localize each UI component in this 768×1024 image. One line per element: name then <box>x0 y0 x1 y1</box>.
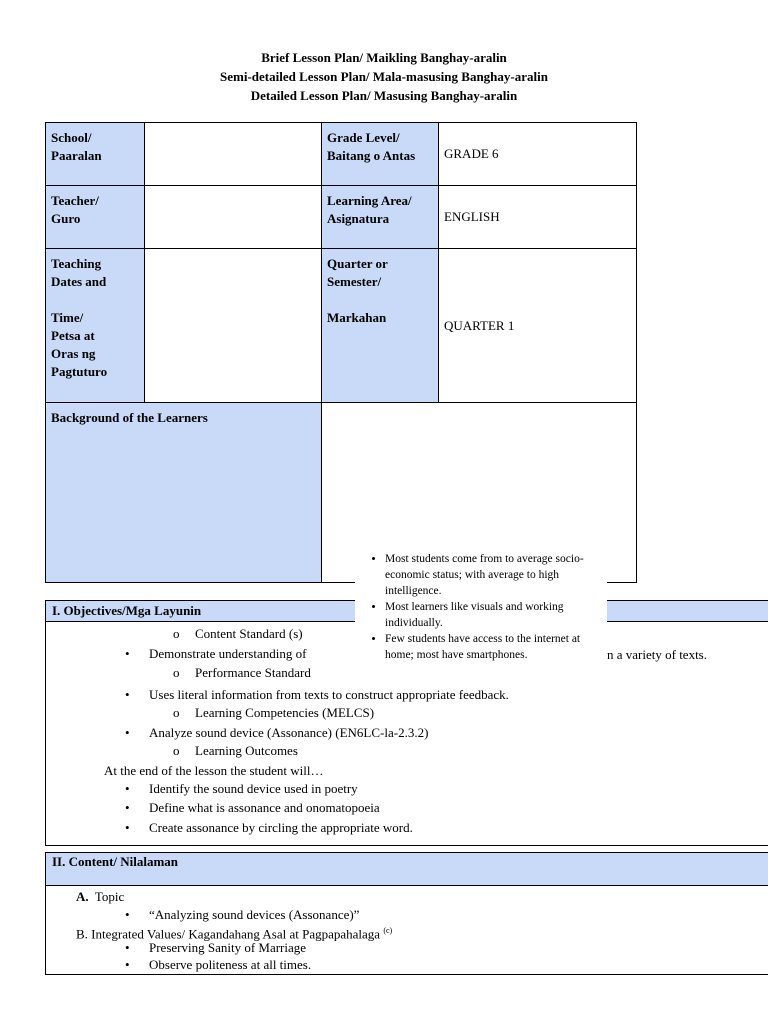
learning-area-value: ENGLISH <box>439 186 637 249</box>
topic-label: Topic <box>94 889 125 904</box>
learning-area-label: Learning Area/ Asignatura <box>322 186 439 249</box>
values-label: B. Integrated Values/ Kagandahang Asal at Pagpapahalaga <box>76 926 381 942</box>
heading-line-2: Semi-detailed Lesson Plan/ Mala-masusing Banghay-aralin <box>220 69 548 84</box>
content-standard-tail: n a variety of texts. <box>607 647 707 662</box>
quarter-label: Quarter or Semester/ Markahan <box>322 249 439 403</box>
outcome-item: • Define what is assonance and onomatopoeia <box>149 798 380 817</box>
quarter-value: QUARTER 1 <box>439 249 637 403</box>
school-value <box>145 123 322 186</box>
teaching-dates-label: Teaching Dates and Time/ Petsa at Oras ng Pagtuturo <box>46 249 145 403</box>
teacher-label: Teacher/ Guro <box>46 186 145 249</box>
outcomes-label: o Learning Outcomes <box>195 741 298 760</box>
value-item: • Preserving Sanity of Marriage <box>149 938 306 957</box>
value-item: • Observe politeness at all times. <box>149 955 311 974</box>
heading-line-1: Brief Lesson Plan/ Maikling Banghay-aralin <box>261 50 507 65</box>
content-standard-text: • Demonstrate understanding of <box>149 644 306 663</box>
school-label: School/ Paaralan <box>46 123 145 186</box>
document-heading <box>0 48 768 105</box>
background-learners-list <box>355 551 607 663</box>
grade-level-label: Grade Level/ Baitang o Antas <box>322 123 439 186</box>
list-item: • Most students come from to average socio-economic status; with average to high intelligence. <box>385 551 607 599</box>
outcome-item: • Identify the sound device used in poetry <box>149 779 358 798</box>
teacher-value <box>145 186 322 249</box>
objectives-section-title: I. Objectives/Mga Layunin <box>45 600 768 622</box>
content-section-title: II. Content/ Nilalaman <box>45 852 768 886</box>
topic-line <box>76 887 124 906</box>
heading-line-3: Detailed Lesson Plan/ Masusing Banghay-aralin <box>250 88 518 103</box>
background-learners-label: Background of the Learners <box>46 403 322 583</box>
performance-standard-text: • Uses literal information from texts to construct appropriate feedback. <box>149 685 509 704</box>
list-item: • Few students have access to the internet at home; most have smartphones. <box>385 631 607 663</box>
competencies-text: • Analyze sound device (Assonance) (EN6LC-la-2.3.2) <box>149 723 428 742</box>
topic-item: • “Analyzing sound devices (Assonance)” <box>149 905 359 924</box>
values-superscript: (c) <box>383 926 393 935</box>
teaching-dates-value <box>145 249 322 403</box>
topic-letter: A. <box>76 889 89 904</box>
lesson-info-table <box>45 122 637 583</box>
performance-standard-label: o Performance Standard <box>195 663 311 682</box>
outcome-item: • Create assonance by circling the appropriate word. <box>149 818 413 837</box>
grade-level-value: GRADE 6 <box>439 123 637 186</box>
list-item: • Most learners like visuals and working individually. <box>385 599 607 631</box>
outcomes-intro: At the end of the lesson the student will… <box>104 763 324 778</box>
competencies-label: o Learning Competencies (MELCS) <box>195 703 374 722</box>
content-standard-label: o Content Standard (s) <box>195 624 303 643</box>
